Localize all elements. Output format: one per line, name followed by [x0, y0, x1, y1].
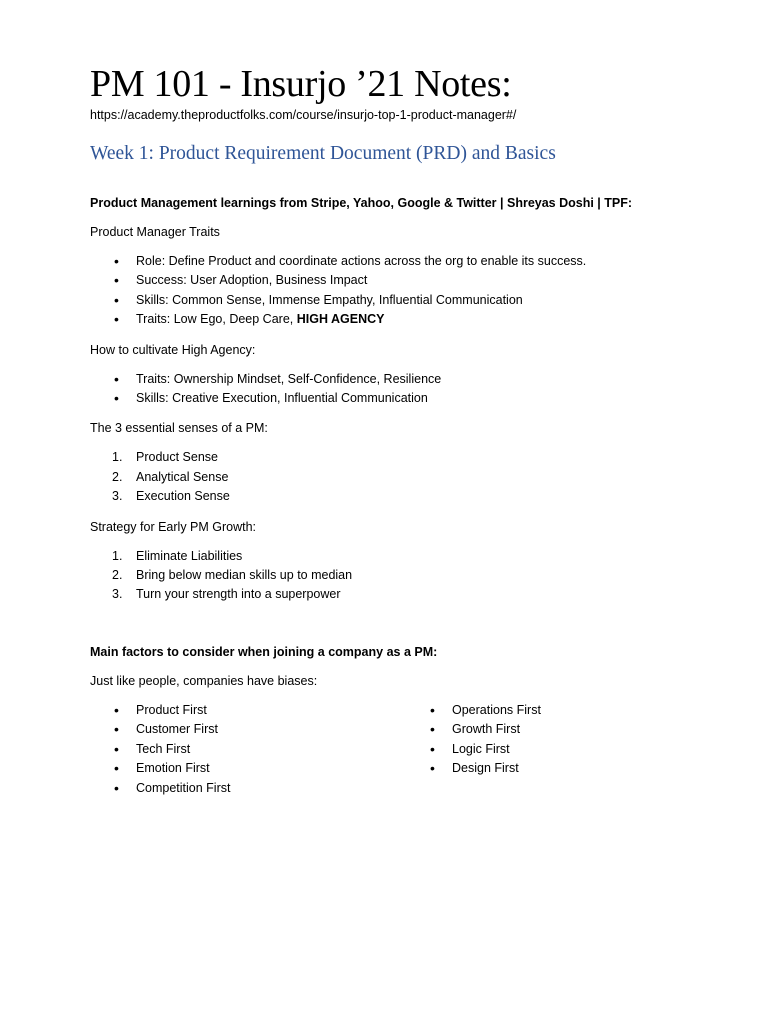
- bullet-marker: •: [114, 740, 119, 757]
- list-item: • Logic First: [406, 740, 706, 759]
- bullet-marker: •: [114, 253, 119, 269]
- list-item: • Operations First: [406, 701, 706, 720]
- bullet-marker: •: [114, 272, 119, 289]
- list-item: • Emotion First: [90, 759, 406, 778]
- list-item: • Growth First: [406, 720, 706, 739]
- list-item: 2. Analytical Sense: [90, 468, 730, 487]
- bullet-marker: •: [430, 721, 435, 738]
- bullet-marker: •: [114, 760, 119, 777]
- course-url: https://academy.theproductfolks.com/course/insurjo-top-1-product-manager#/: [90, 108, 517, 122]
- biases-list-left: [90, 701, 406, 798]
- high-agency-list: [90, 370, 730, 409]
- number-marker: 1.: [112, 548, 123, 563]
- list-item: • Product First: [90, 701, 406, 720]
- bullet-marker: •: [430, 760, 435, 777]
- list-item: 3. Turn your strength into a superpower: [90, 585, 730, 604]
- strategy-list: [90, 547, 730, 605]
- bullet-marker: •: [114, 779, 119, 796]
- list-item: • Design First: [406, 759, 706, 778]
- subheading-pm-traits: Product Manager Traits: [90, 225, 220, 239]
- list-item: • Competition First: [90, 779, 406, 798]
- bullet-marker: •: [114, 721, 119, 738]
- list-item: • Skills: Creative Execution, Influential Communication: [90, 389, 730, 408]
- bullet-marker: •: [114, 370, 119, 387]
- biases-column-left: [90, 701, 406, 798]
- senses-list: [90, 448, 730, 506]
- list-item: • Traits: Ownership Mindset, Self-Confidence, Resilience: [90, 370, 730, 389]
- biases-list-right: [406, 701, 706, 779]
- list-item: 3. Execution Sense: [90, 487, 730, 506]
- section-heading-strategy: Strategy for Early PM Growth:: [90, 519, 257, 534]
- list-item: • Tech First: [90, 740, 406, 759]
- pm-traits-list: [90, 252, 730, 330]
- number-marker: 3.: [112, 587, 123, 602]
- section-heading-pm-learnings: Product Management learnings from Stripe, Yahoo, Google & Twitter | Shreyas Doshi | TPF:: [90, 196, 633, 210]
- bullet-marker: •: [114, 390, 119, 407]
- number-marker: 1.: [112, 450, 123, 465]
- section-heading-senses: The 3 essential senses of a PM:: [90, 421, 268, 436]
- emphasis-high-agency: HIGH AGENCY: [296, 312, 385, 327]
- number-marker: 2.: [112, 568, 123, 583]
- bullet-marker: •: [114, 291, 119, 308]
- bullet-marker: •: [430, 701, 435, 718]
- document-page: [90, 62, 730, 798]
- list-item: 1. Product Sense: [90, 448, 730, 467]
- number-marker: 2.: [112, 469, 123, 484]
- list-item: • Traits: Low Ego, Deep Care, HIGH AGENCY: [90, 310, 730, 329]
- week-heading: Week 1: Product Requirement Document (PRD) and Basics: [90, 143, 556, 164]
- bullet-marker: •: [114, 701, 119, 718]
- bullet-marker: •: [430, 740, 435, 757]
- biases-columns: [90, 701, 730, 798]
- section-heading-high-agency: How to cultivate High Agency:: [90, 342, 256, 357]
- biases-column-right: [406, 701, 706, 798]
- list-item: • Customer First: [90, 720, 406, 739]
- list-item: • Role: Define Product and coordinate actions across the org to enable its success.: [90, 252, 730, 271]
- section-heading-joining-company: Main factors to consider when joining a company as a PM:: [90, 644, 438, 659]
- list-item: 2. Bring below median skills up to median: [90, 566, 730, 585]
- document-title: PM 101 - Insurjo ’21 Notes:: [90, 63, 512, 105]
- subheading-company-biases: Just like people, companies have biases:: [90, 673, 318, 688]
- list-item: • Success: User Adoption, Business Impact: [90, 271, 730, 290]
- number-marker: 3.: [112, 489, 123, 504]
- list-item: 1. Eliminate Liabilities: [90, 547, 730, 566]
- list-item: • Skills: Common Sense, Immense Empathy, Influential Communication: [90, 291, 730, 310]
- bullet-marker: •: [114, 311, 119, 328]
